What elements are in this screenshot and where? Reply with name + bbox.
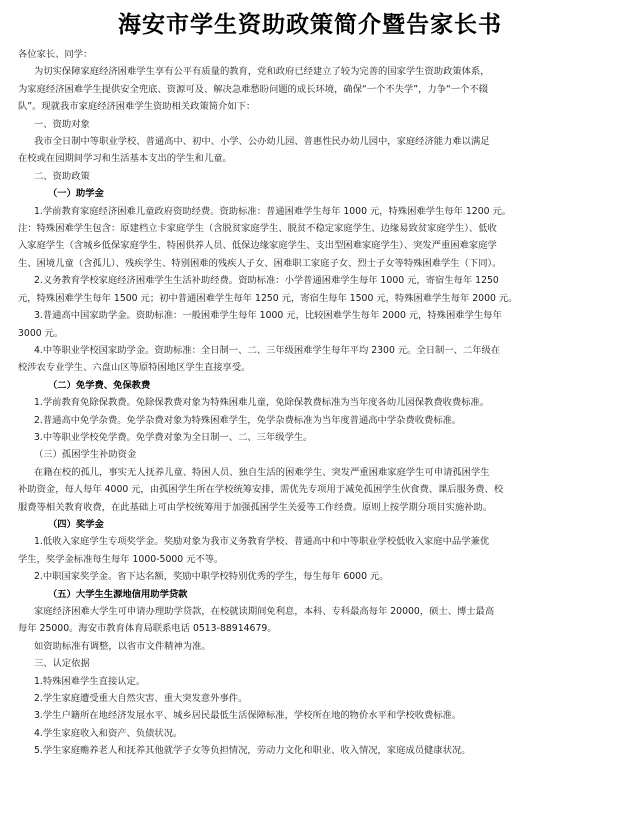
text-line: 1.学前教育家庭经济困难儿童政府资助经费。资助标准：普通困难学生每年 1000 元，特殊困难学生每年 1200 元。	[34, 205, 512, 217]
text-line: 补助资金，每人每年 4000 元，由孤困学生所在学校统筹安排，需优先专项用于减免孤困学生伙食费、课后服务费、校	[18, 484, 504, 496]
text-line: 1.学前教育免除保教费。免除保教费对象为特殊困难儿童，免除保教费标准为当年度各幼儿园保教费收费标准。	[34, 397, 490, 409]
text-line: 5.学生家庭赡养老人和抚养其他就学子女等负担情况，劳动力文化和职业、收入情况，家庭成员健康状况。	[34, 745, 471, 757]
text-line: （五）大学生生源地信用助学贷款	[48, 588, 188, 600]
text-line: 队”。现就我市家庭经济困难学生资助相关政策简介如下：	[18, 101, 256, 113]
text-line: 校涉农专业学生、六盘山区等原特困地区学生直接享受。	[18, 362, 251, 374]
text-line: 4.学生家庭收入和资产、负债状况。	[34, 727, 183, 739]
text-line: 三、认定依据	[34, 658, 90, 670]
text-line: 为切实保障家庭经济困难学生享有公平有质量的教育，党和政府已经建立了较为完善的国家学生资助政策体系，	[34, 66, 490, 78]
text-line: 为家庭经济困难学生提供安全兜底、资源可及、解决急难愁盼问题的成长环境，确保“一个不失学”，力争“一个不辍	[18, 83, 488, 95]
text-line: 入家庭学生（含城乡低保家庭学生、特困供养人员、低保边缘家庭学生、支出型困难家庭学生）、突发严重困难家庭学	[18, 240, 497, 252]
text-line: 每年 25000。海安市教育体育局联系电话 0513-88914679。	[18, 623, 277, 635]
text-line: 一、资助对象	[34, 118, 90, 130]
text-line: 2.普通高中免学杂费。免学杂费对象为特殊困难学生，免学杂费标准为当年度普通高中学杂费收费标准。	[34, 414, 462, 426]
text-line: 4.中等职业学校国家助学金。资助标准：全日制一、二、三年级困难学生每年平均 2300 元。全日制一、二年级在	[34, 344, 501, 356]
text-line: 3.普通高中国家助学金。资助标准：一般困难学生每年 1000 元，比较困难学生每年 2000 元，特殊困难学生每年	[34, 310, 502, 322]
document-body	[18, 46, 602, 760]
text-line: 二、资助政策	[34, 170, 90, 182]
text-line: 注：特殊困难学生包含：原建档立卡家庭学生（含脱贫家庭学生、脱贫不稳定家庭学生、边缘易致贫家庭学生）、低收	[18, 223, 497, 235]
text-line: 在籍在校的孤儿，事实无人抚养儿童、特困人员、独自生活的困难学生、突发严重困难家庭学生可申请孤困学生	[34, 466, 490, 478]
text-line: 元，特殊困难学生每年 1500 元；初中普通困难学生每年 1250 元，寄宿生每年 1500 元，特殊困难学生每年 2000 元。	[18, 292, 518, 304]
text-line: 在校或在园期间学习和生活基本支出的学生和儿童。	[18, 153, 232, 165]
document-title: 海安市学生资助政策简介暨告家长书	[118, 11, 502, 38]
text-line: 学生，奖学金标准每生每年 1000-5000 元不等。	[18, 553, 224, 565]
text-line: 1.低收入家庭学生专项奖学金。奖励对象为我市义务教育学校、普通高中和中等职业学校低收入家庭中品学兼优	[34, 536, 490, 548]
text-line: 家庭经济困难大学生可申请办理助学贷款，在校就读期间免利息，本科、专科最高每年 20000，硕士、博士最高	[34, 606, 495, 617]
text-line: 3000 元。	[18, 327, 64, 339]
text-line: （一）助学金	[48, 188, 104, 200]
text-line: 服费等相关教育收费，在此基础上可由学校统筹用于加强孤困学生关爱等工作经费。原则上按学期分项目实施补助。	[18, 501, 493, 513]
text-line: 我市全日制中等职业学校、普通高中、初中、小学、公办幼儿园、普惠性民办幼儿园中，家庭经济能力难以满足	[34, 136, 490, 148]
text-line: 如资助标准有调整，以省市文件精神为准。	[34, 640, 211, 652]
text-line: 2.中职国家奖学金。省下达名额，奖励中职学校特别优秀的学生，每生每年 6000 元。	[34, 571, 389, 583]
text-line: 3.学生户籍所在地经济发展水平、城乡居民最低生活保障标准，学校所在地的物价水平和学校收费标准。	[34, 710, 462, 722]
text-line: 生、困境儿童（含孤儿）、残疾学生、特别困难的残疾人子女、困难职工家庭子女、烈士子女等特殊困难学生（下同）。	[18, 257, 502, 269]
text-line: 2.义务教育学校家庭经济困难学生生活补助经费。资助标准：小学普通困难学生每年 1000 元，寄宿生每年 1250	[34, 275, 499, 287]
text-line: （四）奖学金	[48, 518, 104, 530]
text-line: 2.学生家庭遭受重大自然灾害、重大突发意外事件。	[34, 693, 248, 705]
text-line: （二）免学费、免保教费	[48, 379, 151, 391]
text-line: 3.中等职业学校免学费。免学费对象为全日制一、二、三年级学生。	[34, 431, 313, 443]
text-line: 各位家长、同学：	[18, 49, 93, 60]
text-line: （三）孤困学生补助资金	[34, 449, 137, 461]
text-line: 1.特殊困难学生直接认定。	[34, 675, 146, 687]
